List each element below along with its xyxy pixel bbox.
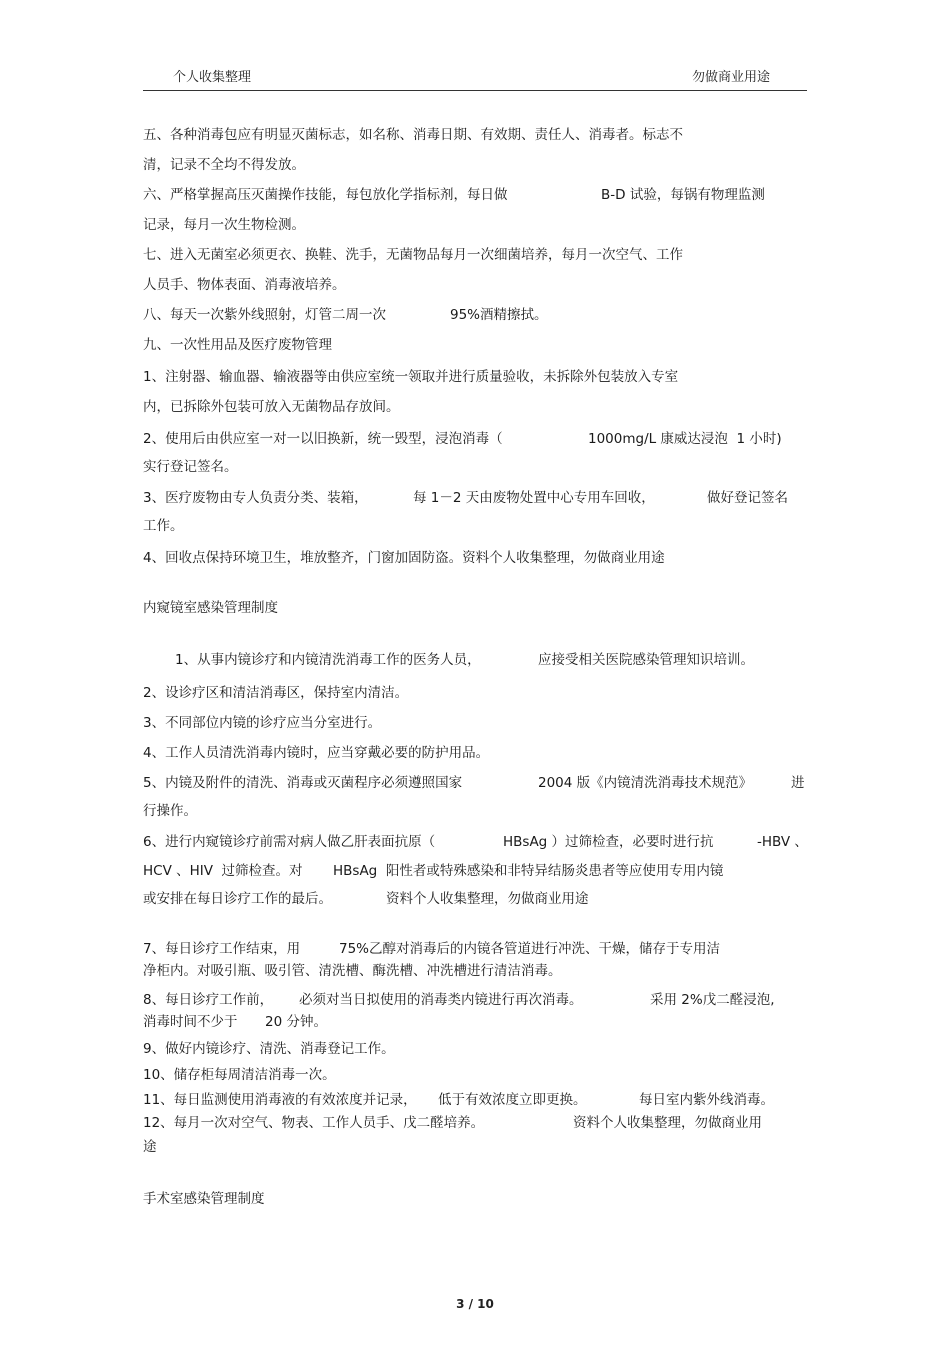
text-segment: 九、一次性用品及医疗废物管理 (143, 337, 332, 353)
text-segment: 人员手、物体表面、消毒液培养。 (143, 277, 346, 293)
text-segment: 资料个人收集整理，勿做商业用途 (386, 891, 589, 907)
text-segment: 10、储存柜每周清洁消毒一次。 (143, 1067, 336, 1083)
page-number: 3 / 10 (456, 1297, 494, 1311)
text-segment: 做好登记签名 (707, 490, 788, 506)
header-left-text: 个人收集整理 (173, 70, 252, 85)
text-segment: 途 (143, 1139, 157, 1155)
text-segment: 20 分钟。 (265, 1014, 327, 1030)
text-segment: 记录，每月一次生物检测。 (143, 217, 305, 233)
text-segment: 八、每天一次紫外线照射，灯管二周一次 (143, 307, 386, 323)
text-segment: 12、每月一次对空气、物表、工作人员手、戊二醛培养。 (143, 1115, 485, 1131)
text-segment: 1000mg/L 康威达浸泡 1 小时) (588, 431, 782, 447)
text-segment: 实行登记签名。 (143, 459, 238, 475)
text-segment: 必须对当日拟使用的消毒类内镜进行再次消毒。 (299, 992, 583, 1008)
text-segment: 4、回收点保持环境卫生，堆放整齐，门窗加固防盗。资料个人收集整理，勿做商业用途 (143, 550, 665, 566)
text-segment: 每日室内紫外线消毒。 (639, 1092, 774, 1108)
text-segment: 11、每日监测使用消毒液的有效浓度并记录， (143, 1092, 417, 1108)
text-segment: 采用 2%戊二醛浸泡, (650, 992, 775, 1008)
text-segment: 75%乙醇对消毒后的内镜各管道进行冲洗、干燥，储存于专用洁 (339, 941, 721, 957)
text-segment: -HBV 、 (757, 834, 808, 850)
text-segment: 1、从事内镜诊疗和内镜清洗消毒工作的医务人员， (175, 652, 481, 668)
text-segment: 进 (791, 775, 805, 791)
text-segment: 七、进入无菌室必须更衣、换鞋、洗手，无菌物品每月一次细菌培养，每月一次空气、工作 (143, 247, 683, 263)
text-segment: 清，记录不全均不得发放。 (143, 157, 305, 173)
text-segment: 7、每日诊疗工作结束，用 (143, 941, 301, 957)
text-segment: 资料个人收集整理，勿做商业用 (573, 1115, 762, 1131)
text-segment: 内窥镜室感染管理制度 (143, 600, 278, 616)
text-segment: 或安排在每日诊疗工作的最后。 (143, 891, 332, 907)
text-segment: B-D 试验，每锅有物理监测 (601, 187, 765, 203)
text-segment: 工作。 (143, 518, 184, 534)
text-segment: 6、进行内窥镜诊疗前需对病人做乙肝表面抗原（ (143, 834, 436, 850)
text-segment: 手术室感染管理制度 (143, 1191, 265, 1207)
text-segment: HBsAg 阳性者或特殊感染和非特异结肠炎患者等应使用专用内镜 (333, 863, 724, 879)
text-segment: 5、内镜及附件的清洗、消毒或灭菌程序必须遵照国家 (143, 775, 463, 791)
text-segment: HCV 、HIV 过筛检查。对 (143, 863, 303, 879)
text-segment: 3、医疗废物由专人负责分类、装箱， (143, 490, 368, 506)
text-segment: 4、工作人员清洗消毒内镜时，应当穿戴必要的防护用品。 (143, 745, 490, 761)
header-rule (143, 90, 807, 91)
text-segment: 95%酒精擦拭。 (450, 307, 548, 323)
text-segment: 内，已拆除外包装可放入无菌物品存放间。 (143, 399, 400, 415)
text-segment: 净柜内。对吸引瓶、吸引管、清洗槽、酶洗槽、冲洗槽进行清洁消毒。 (143, 963, 562, 979)
text-segment: 3、不同部位内镜的诊疗应当分室进行。 (143, 715, 382, 731)
text-segment: 消毒时间不少于 (143, 1014, 238, 1030)
text-segment: 1、注射器、输血器、输液器等由供应室统一领取并进行质量验收，未拆除外包装放入专室 (143, 369, 679, 385)
text-segment: 五、各种消毒包应有明显灭菌标志，如名称、消毒日期、有效期、责任人、消毒者。标志不 (143, 127, 683, 143)
text-segment: HBsAg ）过筛检查，必要时进行抗 (503, 834, 714, 850)
text-segment: 每 1－2 天由废物处置中心专用车回收， (413, 490, 655, 506)
text-segment: 9、做好内镜诊疗、清洗、消毒登记工作。 (143, 1041, 395, 1057)
text-segment: 2、设诊疗区和清洁消毒区，保持室内清洁。 (143, 685, 409, 701)
text-segment: 行操作。 (143, 803, 197, 819)
text-segment: 2004 版《内镜清洗消毒技术规范》 (538, 775, 753, 791)
text-segment: 六、严格掌握高压灭菌操作技能，每包放化学指标剂，每日做 (143, 187, 508, 203)
text-segment: 低于有效浓度立即更换。 (438, 1092, 587, 1108)
text-segment: 8、每日诊疗工作前， (143, 992, 274, 1008)
text-segment: 应接受相关医院感染管理知识培训。 (538, 652, 754, 668)
header-right-text: 勿做商业用途 (692, 70, 771, 85)
text-segment: 2、使用后由供应室一对一以旧换新，统一毁型，浸泡消毒（ (143, 431, 503, 447)
